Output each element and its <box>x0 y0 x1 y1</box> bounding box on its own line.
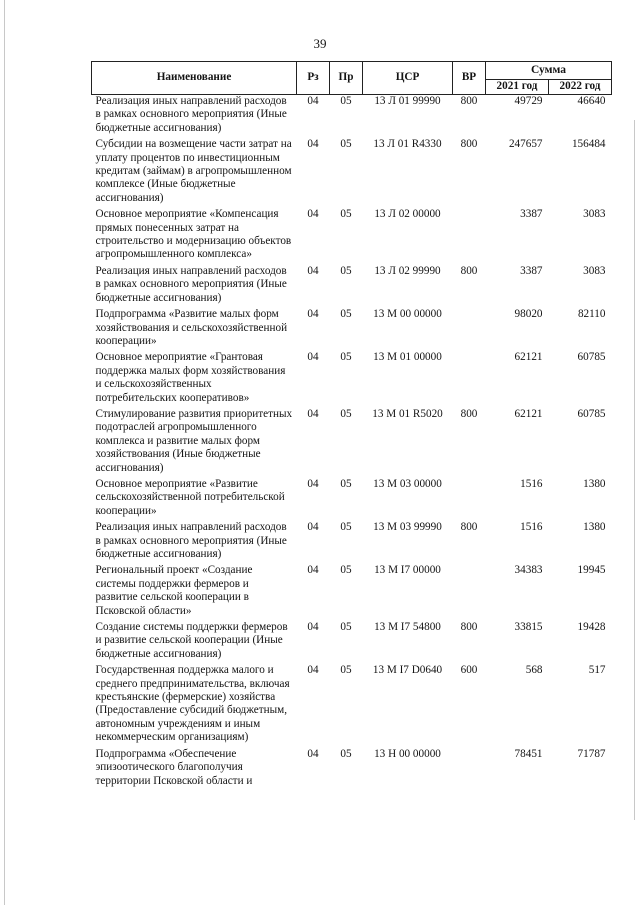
row-name: Реализация иных направлений расходов в рамках основного мероприятия (Иные бюджетные ассигнования) <box>95 95 287 134</box>
row-csr: 13 М 01 00000 <box>373 351 442 364</box>
row-pr: 05 <box>340 208 352 221</box>
table-row <box>92 95 612 139</box>
header-year-2021: 2021 год <box>486 80 549 95</box>
row-name: Государственная поддержка малого и среднего предпринимательства, включая крестьянские (фермерские) хозяйства (Предоставление субсидий бюджетным, автономным учреждениям и иным некоммерческим организациям) <box>95 664 290 744</box>
row-sum-2021: 49729 <box>514 95 543 107</box>
row-rz: 04 <box>307 138 319 151</box>
row-name: Основное мероприятие «Развитие сельскохозяйственной потребительской кооперации» <box>95 477 285 517</box>
row-name: Подпрограмма «Обеспечение эпизоотического благополучия территории Псковской области и <box>95 747 253 787</box>
row-sum-2022: 156484 <box>571 138 606 151</box>
row-name: Региональный проект «Создание системы поддержки фермеров и развитие сельской кооперации в Псковской области» <box>95 564 253 617</box>
page-number: 39 <box>313 36 327 51</box>
header-vr: ВР <box>453 62 486 95</box>
header-pr: Пр <box>330 62 363 95</box>
row-name: Основное мероприятие «Компенсация прямых понесенных затрат на строительство и модернизацию объектов агропромышленного комплекса» <box>95 208 292 261</box>
header-name: Наименование <box>92 62 297 95</box>
row-name: Создание системы поддержки фермеров и развитие сельской кооперации (Иные бюджетные ассигнования) <box>95 621 288 660</box>
row-rz: 04 <box>307 521 319 534</box>
row-sum-2022: 60785 <box>577 407 606 420</box>
table-row <box>92 351 612 408</box>
row-rz: 04 <box>307 564 319 577</box>
row-rz: 04 <box>307 621 319 634</box>
row-csr: 13 Л 01 R4330 <box>373 138 442 151</box>
row-sum-2022: 1380 <box>583 477 606 490</box>
table-row <box>92 564 612 621</box>
row-sum-2022: 1380 <box>583 521 606 534</box>
row-vr: 600 <box>460 664 478 677</box>
row-csr: 13 Л 02 00000 <box>374 208 441 221</box>
row-sum-2022: 19428 <box>577 621 606 634</box>
row-sum-2021: 1516 <box>520 521 543 534</box>
row-vr: 800 <box>460 621 478 634</box>
row-csr: 13 М 03 99990 <box>373 521 442 534</box>
row-vr: 800 <box>460 95 478 107</box>
header-rz: Рз <box>297 62 330 95</box>
table-row <box>92 664 612 747</box>
row-rz: 04 <box>307 208 319 221</box>
table-row <box>92 308 612 351</box>
row-csr: 13 М I7 D0640 <box>372 664 443 677</box>
row-sum-2022: 517 <box>588 664 606 677</box>
row-sum-2021: 78451 <box>514 747 543 760</box>
row-vr <box>453 208 486 265</box>
row-rz: 04 <box>307 95 319 107</box>
row-vr <box>453 564 486 621</box>
header-year-2022: 2022 год <box>549 80 612 95</box>
row-vr: 800 <box>460 407 478 420</box>
row-pr: 05 <box>340 747 352 760</box>
table-row <box>92 265 612 308</box>
table-row <box>92 748 612 791</box>
table-header <box>92 62 612 95</box>
row-pr: 05 <box>340 95 352 107</box>
row-name: Субсидии на возмещение части затрат на уплату процентов по инвестиционным кредитам (займам) в агропромышленном комплексе (Иные бюджетные ассигнования) <box>95 138 292 204</box>
row-csr: 13 Н 00 00000 <box>374 747 441 760</box>
row-csr: 13 М 03 00000 <box>373 477 442 490</box>
row-sum-2022: 19945 <box>577 564 606 577</box>
row-sum-2022: 46640 <box>577 95 606 107</box>
row-pr: 05 <box>340 308 352 321</box>
scan-edge-right <box>634 120 635 820</box>
table-row <box>92 478 612 521</box>
row-vr: 800 <box>460 264 478 277</box>
table-row <box>92 208 612 265</box>
row-pr: 05 <box>340 407 352 420</box>
row-rz: 04 <box>307 308 319 321</box>
row-csr: 13 Л 02 99990 <box>374 264 441 277</box>
row-rz: 04 <box>307 407 319 420</box>
row-pr: 05 <box>340 521 352 534</box>
row-name: Реализация иных направлений расходов в рамках основного мероприятия (Иные бюджетные ассигнования) <box>95 521 287 560</box>
row-sum-2021: 247657 <box>508 138 543 151</box>
row-sum-2021: 1516 <box>520 477 543 490</box>
row-pr: 05 <box>340 621 352 634</box>
table-row <box>92 521 612 564</box>
row-name: Стимулирование развития приоритетных подотраслей агропромышленного комплекса и развитие малых форм хозяйствования (Иные бюджетные ассигнования) <box>95 407 293 474</box>
row-name: Реализация иных направлений расходов в рамках основного мероприятия (Иные бюджетные ассигнования) <box>95 264 287 304</box>
row-csr: 13 Л 01 99990 <box>374 95 441 107</box>
row-vr <box>453 478 486 521</box>
row-rz: 04 <box>307 351 319 364</box>
header-csr: ЦСР <box>363 62 453 95</box>
row-pr: 05 <box>340 138 352 151</box>
budget-table <box>91 61 612 791</box>
row-vr: 800 <box>460 521 478 534</box>
header-sum: Сумма <box>486 62 612 80</box>
row-sum-2021: 62121 <box>514 351 543 364</box>
table-row <box>92 408 612 478</box>
row-rz: 04 <box>307 477 319 490</box>
row-csr: 13 М 00 00000 <box>373 308 442 321</box>
scan-edge-left <box>4 0 5 905</box>
row-sum-2021: 3387 <box>520 208 543 221</box>
row-pr: 05 <box>340 564 352 577</box>
row-pr: 05 <box>340 664 352 677</box>
row-sum-2021: 98020 <box>514 308 543 321</box>
row-pr: 05 <box>340 351 352 364</box>
table-body <box>92 95 612 791</box>
row-csr: 13 М I7 00000 <box>374 564 441 577</box>
row-csr: 13 М I7 54800 <box>374 621 441 634</box>
row-rz: 04 <box>307 264 319 277</box>
row-sum-2022: 71787 <box>577 747 606 760</box>
row-rz: 04 <box>307 747 319 760</box>
row-sum-2022: 82110 <box>577 308 606 321</box>
row-sum-2022: 60785 <box>577 351 606 364</box>
row-sum-2021: 3387 <box>520 264 543 277</box>
row-name: Подпрограмма «Развитие малых форм хозяйствования и сельскохозяйственной кооперации» <box>95 308 288 347</box>
row-name: Основное мероприятие «Грантовая поддержка малых форм хозяйствования и сельскохозяйственных потребительских кооперативов» <box>95 351 286 404</box>
row-sum-2022: 3083 <box>583 264 606 277</box>
row-vr <box>453 308 486 351</box>
row-vr <box>453 351 486 408</box>
table-row <box>92 138 612 208</box>
row-sum-2021: 34383 <box>514 564 543 577</box>
row-csr: 13 М 01 R5020 <box>372 407 443 420</box>
row-sum-2021: 568 <box>525 664 543 677</box>
row-rz: 04 <box>307 664 319 677</box>
row-vr: 800 <box>460 138 478 151</box>
row-sum-2021: 62121 <box>514 407 543 420</box>
table-row <box>92 621 612 664</box>
row-sum-2021: 33815 <box>514 621 543 634</box>
row-sum-2022: 3083 <box>583 208 606 221</box>
row-pr: 05 <box>340 477 352 490</box>
row-pr: 05 <box>340 264 352 277</box>
row-vr <box>453 748 486 791</box>
